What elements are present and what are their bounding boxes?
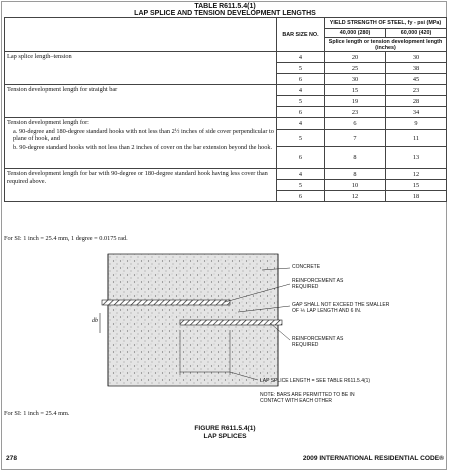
value-40ksi: 6 (325, 118, 386, 130)
value-40ksi: 20 (325, 52, 386, 63)
bar-size-cell: 6 (277, 191, 325, 202)
desc-hooks-b: b. 90-degree standard hooks with not less than 2 inches of cover on the bar extension beyond the hook. (13, 143, 273, 151)
value-40ksi: 23 (325, 107, 386, 118)
desc-hooks-a: a. 90-degree and 180-degree standard hooks with not less than 2½ inches of side cover perpendicular to plane of hook, and (13, 127, 274, 142)
figure-number: FIGURE R611.5.4(1) (194, 425, 256, 432)
label-note: NOTE: BARS ARE PERMITTED TO BE IN CONTACT WITH EACH OTHER (260, 392, 355, 404)
bar-size-cell: 4 (277, 52, 325, 63)
bar-size-cell: 4 (277, 169, 325, 180)
header-60000: 60,000 (420) (386, 29, 447, 38)
value-60ksi: 15 (386, 180, 447, 191)
table-number: TABLE R611.5.4(1) (194, 3, 256, 10)
header-splice-length: Splice length or tension development length (inches) (325, 38, 447, 52)
value-40ksi: 12 (325, 191, 386, 202)
header-bar-size: BAR SIZE NO. (277, 18, 325, 52)
page-number: 278 (6, 455, 18, 462)
label-reinforcement-bottom: REINFORCEMENT AS REQUIRED (292, 336, 344, 348)
label-reinforcement-top: REINFORCEMENT AS REQUIRED (292, 278, 344, 290)
bar-size-cell: 5 (277, 130, 325, 147)
desc-bar-hooks: Tension development length for bar with 90-degree or 180-degree standard hook having less cover than required above. (5, 169, 277, 202)
value-40ksi: 15 (325, 85, 386, 96)
bar-size-cell: 5 (277, 96, 325, 107)
value-60ksi: 12 (386, 169, 447, 180)
desc-lap-splice: Lap splice length–tension (5, 52, 277, 85)
figure-title: LAP SPLICES (203, 433, 247, 440)
si-footnote: For SI: 1 inch = 25.4 mm, 1 degree = 0.0175 rad. (4, 235, 128, 242)
top-bar (102, 300, 230, 305)
label-db: db (92, 318, 98, 324)
value-60ksi: 38 (386, 63, 447, 74)
bar-size-cell: 6 (277, 147, 325, 169)
bottom-bar (180, 320, 282, 325)
bar-size-cell: 4 (277, 85, 325, 96)
value-40ksi: 30 (325, 74, 386, 85)
desc-straight-bar: Tension development length for straight bar (5, 85, 277, 118)
bar-size-cell: 5 (277, 63, 325, 74)
bar-size-cell: 5 (277, 180, 325, 191)
value-60ksi: 18 (386, 191, 447, 202)
label-concrete: CONCRETE (292, 264, 321, 270)
value-40ksi: 19 (325, 96, 386, 107)
si-footnote-figure: For SI: 1 inch = 25.4 mm. (4, 410, 70, 417)
bar-size-cell: 6 (277, 107, 325, 118)
value-60ksi: 45 (386, 74, 447, 85)
page-source: 2009 INTERNATIONAL RESIDENTIAL CODE® (302, 455, 444, 462)
value-60ksi: 30 (386, 52, 447, 63)
value-60ksi: 34 (386, 107, 447, 118)
header-yield-strength: YIELD STRENGTH OF STEEL, fy - psi (MPa) (325, 18, 447, 29)
value-60ksi: 13 (386, 147, 447, 169)
label-gap: GAP SHALL NOT EXCEED THE SMALLER OF ⅕ LAP LENGTH AND 6 IN. (292, 302, 390, 314)
value-60ksi: 28 (386, 96, 447, 107)
value-60ksi: 23 (386, 85, 447, 96)
header-40000: 40,000 (280) (325, 29, 386, 38)
desc-hooks-intro: Tension development length for: (7, 119, 89, 126)
bar-size-cell: 4 (277, 118, 325, 130)
value-40ksi: 10 (325, 180, 386, 191)
value-60ksi: 9 (386, 118, 447, 130)
value-40ksi: 8 (325, 147, 386, 169)
value-40ksi: 25 (325, 63, 386, 74)
label-lap-splice-length: LAP SPLICE LENGTH = SEE TABLE R611.5.4(1) (260, 378, 371, 384)
bar-size-cell: 6 (277, 74, 325, 85)
value-40ksi: 8 (325, 169, 386, 180)
value-40ksi: 7 (325, 130, 386, 147)
table-title: LAP SPLICE AND TENSION DEVELOPMENT LENGTHS (134, 10, 316, 17)
value-60ksi: 11 (386, 130, 447, 147)
